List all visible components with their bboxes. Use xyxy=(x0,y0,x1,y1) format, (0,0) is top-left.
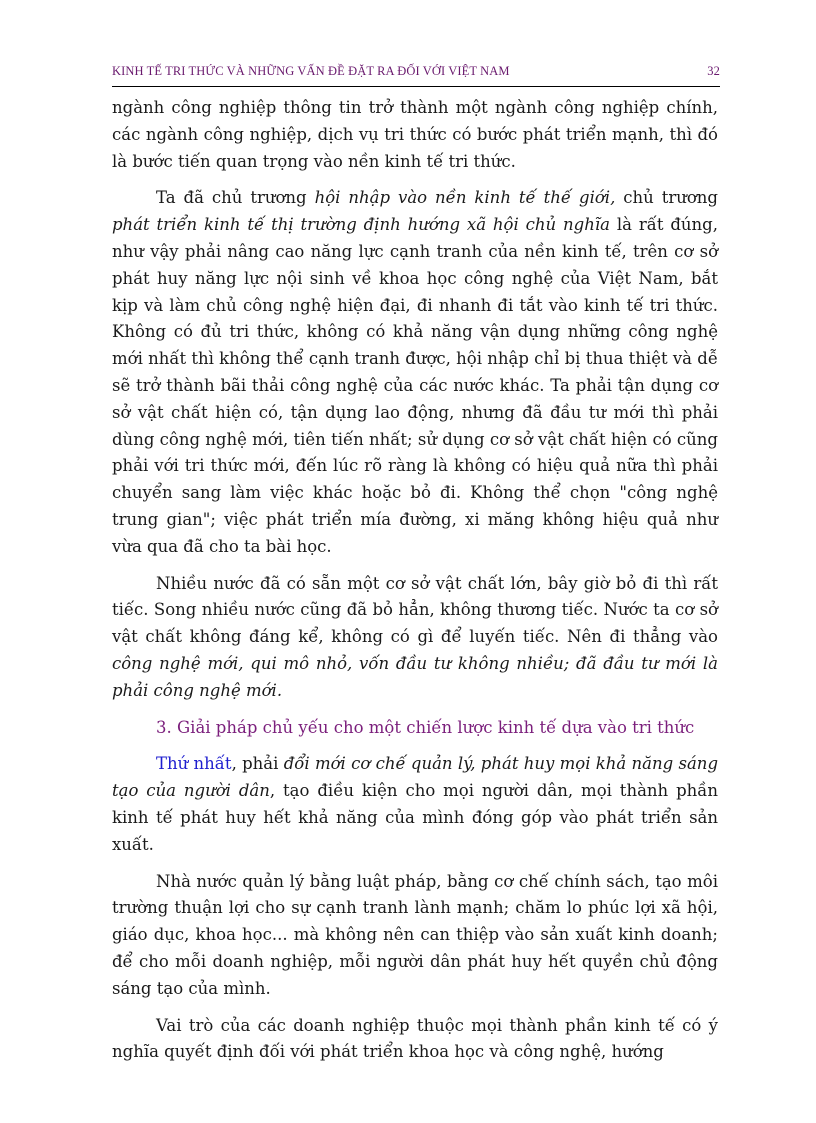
paragraph-4-lead: Thứ nhất xyxy=(156,754,232,774)
page-number: 32 xyxy=(707,64,720,78)
paragraph-2-italic-1: hội nhập vào nền kinh tế thế giới, xyxy=(314,188,616,208)
paragraph-6 xyxy=(112,1013,718,1067)
paragraph-2-text-e: là rất đúng, như vậy phải nâng cao năng lực cạnh tranh của nền kinh tế, trên cơ sở phát huy năng lực nội sinh về khoa học công nghệ của Việt Nam, bắt kịp và làm chủ công nghệ hiện đại, đi nhanh đi tắt vào kinh tế tri thức. Không có đủ tri thức, không có khả năng vận dụng những công nghệ mới nhất thì không thể cạnh tranh được, hội nhập chỉ bị thua thiệt và dễ sẽ trở thành bãi thải công nghệ của các nước khác. Ta phải tận dụng cơ sở vật chất hiện có, tận dụng lao động, nhưng đã đầu tư mới thì phải dùng công nghệ mới, tiên tiến nhất; sử dụng cơ sở vật chất hiện có cũng phải với tri thức mới, đến lúc rõ ràng là không có hiệu quả nữa thì phải chuyển sang làm việc khác hoặc bỏ đi. Không thể chọn "công nghệ trung gian"; việc phát triển mía đường, xi măng không hiệu quả như vừa qua đã cho ta bài học. xyxy=(112,215,718,556)
paragraph-4-text-d: , tạo điều kiện cho mọi người dân, mọi thành phần kinh tế phát huy hết khả năng của mình đóng góp vào phát triển sản xuất. xyxy=(112,781,718,854)
paragraph-5-text: Nhà nước quản lý bằng luật pháp, bằng cơ chế chính sách, tạo môi trường thuận lợi cho sự cạnh tranh lành mạnh; chăm lo phúc lợi xã hội, giáo dục, khoa học... mà không nên can thiệp vào sản xuất kinh doanh; để cho mỗi doanh nghiệp, mỗi người dân phát huy hết quyền chủ động sáng tạo của mình. xyxy=(112,871,718,998)
paragraph-2-text-c: chủ trương xyxy=(615,188,718,208)
paragraph-4 xyxy=(112,751,718,858)
paragraph-6-text: Vai trò của các doanh nghiệp thuộc mọi thành phần kinh tế có ý nghĩa quyết định đối với phát triển khoa học và công nghệ, hướng xyxy=(112,1015,718,1062)
paragraph-1-text: ngành công nghiệp thông tin trở thành một ngành công nghiệp chính, các ngành công nghiệp, dịch vụ tri thức có bước phát triển mạnh, thì đó là bước tiến quan trọng vào nền kinh tế tri thức. xyxy=(112,98,718,171)
paragraph-3 xyxy=(112,571,718,705)
paragraph-3-italic: công nghệ mới, qui mô nhỏ, vốn đầu tư không nhiều; đã đầu tư mới là phải công nghệ mới. xyxy=(112,653,718,700)
paragraph-4-text-b: , phải xyxy=(231,754,284,774)
header-divider xyxy=(112,86,720,87)
paragraph-5 xyxy=(112,869,718,1003)
header-title: KINH TẾ TRI THỨC VÀ NHỮNG VẤN ĐỀ ĐẶT RA ĐỐI VỚI VIỆT NAM xyxy=(112,64,510,78)
section-heading: 3. Giải pháp chủ yếu cho một chiến lược kinh tế dựa vào tri thức xyxy=(156,717,695,737)
paragraph-4-italic: đổi mới cơ chế quản lý, phát huy mọi khả năng sáng tạo của người dân xyxy=(112,754,719,801)
paragraph-2 xyxy=(112,185,718,560)
body-text xyxy=(112,95,718,1076)
paragraph-2-text-a: Ta đã chủ trương xyxy=(156,188,315,208)
running-header xyxy=(112,64,720,79)
paragraph-1 xyxy=(112,95,718,175)
paragraph-2-italic-2: phát triển kinh tế thị trường định hướng xã hội chủ nghĩa xyxy=(112,215,610,235)
paragraph-3-text: Nhiều nước đã có sẵn một cơ sở vật chất lớn, bây giờ bỏ đi thì rất tiếc. Song nhiều nước cũng đã bỏ hẳn, không thương tiếc. Nước ta cơ sở vật chất không đáng kể, không có gì để luyến tiếc. Nên đi thẳng vào xyxy=(112,573,718,647)
